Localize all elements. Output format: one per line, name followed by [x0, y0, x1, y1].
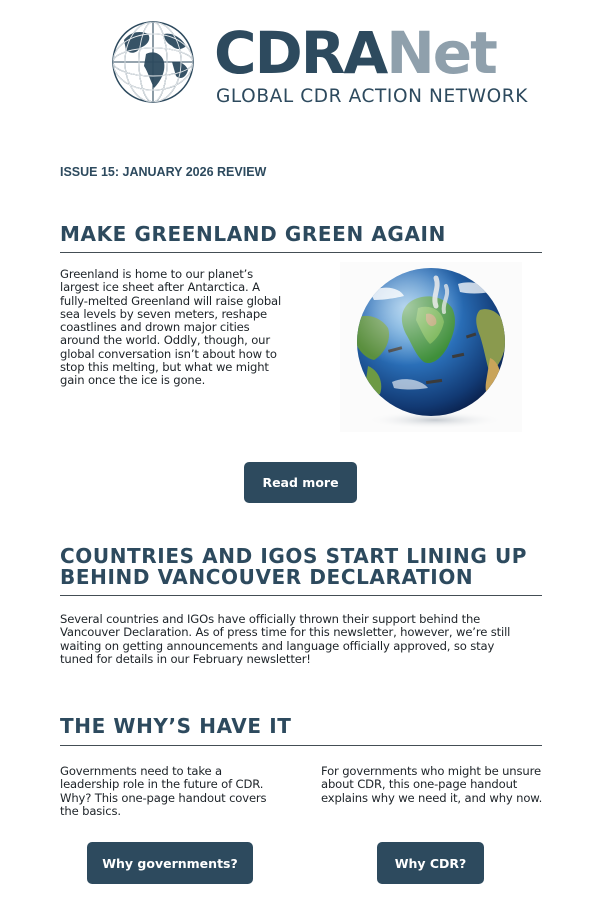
- column-body-governments: Governments need to take a leadership role in the future of CDR. Why? This one-page handout covers the basics.: [60, 764, 267, 818]
- column-body-cdr: For governments who might be unsure about CDR, this one-page handout explains why we need it, and why now.: [321, 764, 543, 805]
- why-governments-button[interactable]: Why governments?: [87, 842, 253, 884]
- newsletter-header: [0, 0, 600, 130]
- section-divider: [60, 745, 542, 746]
- issue-label: ISSUE 15: JANUARY 2026 REVIEW: [60, 165, 267, 179]
- section-title-greenland: MAKE GREENLAND GREEN AGAIN: [60, 222, 446, 246]
- globe-icon: [106, 10, 210, 114]
- section-body-greenland: Greenland is home to our planet’s largest ice sheet after Antarctica. A fully-melted Greenland will raise global sea levels by seven meters, reshape coastlines and drown major cities around the world. Oddly, though, our global conversation isn’t about how to stop this melting, but what we might gain once the ice is gone.: [60, 267, 282, 388]
- section-title-vancouver: COUNTRIES AND IGOS START LINING UP BEHIND VANCOUVER DECLARATION: [60, 544, 528, 589]
- section-divider: [60, 595, 542, 596]
- brand-wordmark: [214, 18, 496, 88]
- earth-image: [340, 262, 522, 432]
- section-divider: [60, 252, 542, 253]
- section-title-whys: THE WHY’S HAVE IT: [60, 714, 292, 738]
- why-cdr-button[interactable]: Why CDR?: [377, 842, 484, 884]
- section-body-vancouver: Several countries and IGOs have officially thrown their support behind the Vancouver Declaration. As of press time for this newsletter, however, we’re still waiting on getting announcements and language officially approved, so stay tuned for details in our February newsletter!: [60, 612, 511, 666]
- brand-primary: CDRA: [214, 19, 387, 87]
- brand-tagline: GLOBAL CDR ACTION NETWORK: [216, 86, 528, 107]
- earth-greenland-icon: [340, 262, 522, 432]
- brand-secondary: Net: [386, 19, 496, 87]
- read-more-button[interactable]: Read more: [244, 462, 357, 503]
